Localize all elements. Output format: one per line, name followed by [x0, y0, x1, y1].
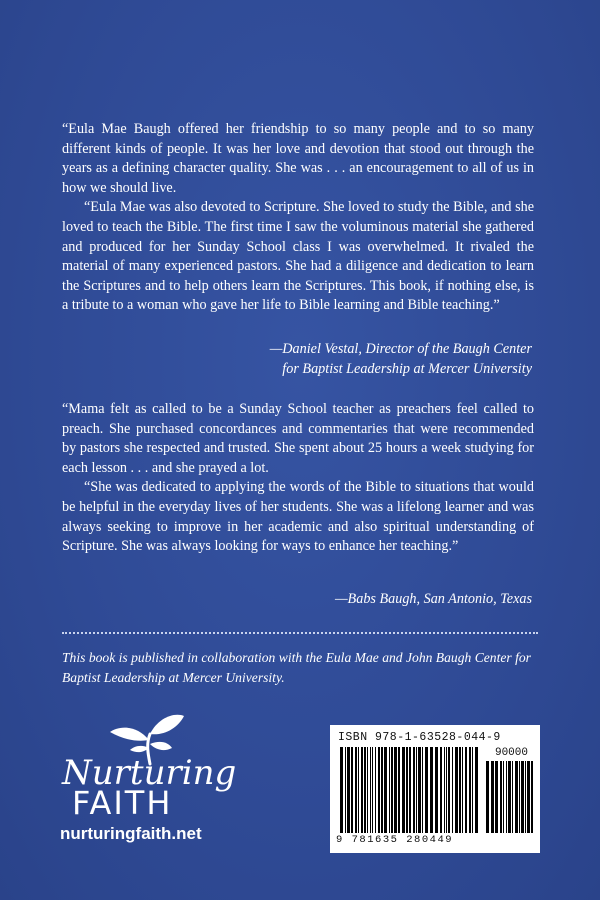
endorsement-attribution — [335, 590, 532, 610]
barcode-bar — [381, 747, 383, 833]
logo-word-nurturing: Nurturing — [62, 753, 237, 793]
publisher-url: nurturingfaith.net — [60, 824, 202, 843]
barcode-bar — [525, 761, 526, 833]
barcode-bar — [500, 761, 502, 833]
barcode-bar — [375, 747, 376, 833]
attribution-line: —Daniel Vestal, Director of the Baugh Center — [269, 341, 532, 357]
barcode-bar — [391, 747, 393, 833]
barcode-bar — [444, 747, 445, 833]
barcode-bar — [475, 747, 478, 833]
barcode-bar — [491, 761, 494, 833]
barcode-bar — [389, 747, 390, 833]
publication-note: This book is published in collaboration with the Eula Mae and John Baugh Center for Baptist Leadership at Mercer University. — [62, 650, 531, 685]
ean-first-digit: 9 — [336, 834, 344, 846]
barcode-bar — [425, 747, 428, 833]
barcode-bar — [465, 747, 467, 833]
barcode-bar — [462, 747, 463, 833]
barcode-bar — [515, 761, 518, 833]
barcode-bar — [370, 747, 371, 833]
barcode-bar — [367, 747, 368, 833]
barcode-bar — [508, 761, 511, 833]
endorsement-vestal — [62, 120, 534, 316]
attribution-line: for Baptist Leadership at Mercer University — [282, 360, 532, 377]
barcode-bar — [416, 747, 417, 833]
barcode-bar — [521, 761, 524, 833]
barcode-bar — [503, 761, 504, 833]
isbn-barcode — [330, 725, 540, 853]
endorsement-paragraph: “Eula Mae was also devoted to Scripture. She loved to study the Bible, and she loved to teach the Bible. The first time I saw the voluminous material she gathered and produced for her Sunday School class I was overwhelmed. It rivaled the material of many experienced pastors. She had a diligence and dedication to learn the Scriptures and to help others learn the Scriptures. This book, if nothing else, is a tribute to a woman who gave her life to Bible learning and Bible teaching.” — [62, 199, 534, 314]
addon-barcode-bars — [486, 761, 534, 833]
barcode-bar — [430, 747, 433, 833]
barcode-bar — [340, 747, 343, 833]
barcode-bar — [519, 761, 520, 833]
barcode-bar — [384, 747, 387, 833]
ean-digits — [336, 834, 534, 846]
barcode-bar — [378, 747, 380, 833]
barcode-bar — [446, 747, 447, 833]
endorsement-paragraph: “Eula Mae Baugh offered her friendship to so many people and to so many different kinds of people. It was her love and devotion that stood out through the years as a defining character quality. She was . . . an encouragement to all of us in how we should live. — [62, 121, 534, 196]
barcode-bar — [347, 747, 350, 833]
barcode-bar — [406, 747, 408, 833]
barcode-bar — [372, 747, 373, 833]
endorsement-paragraph: “Mama felt as called to be a Sunday School teacher as preachers feel called to preach. She purchased concordances and commentaries that were recommended by pastors she respected and trusted. She spent about 25 hours a week studying for each lesson . . . and she prayed a lot. — [62, 401, 534, 476]
publisher-logo — [58, 710, 258, 870]
barcode-bar — [402, 747, 405, 833]
price-code: 90000 — [494, 747, 528, 759]
barcode-bar — [435, 747, 438, 833]
barcode-bar — [358, 747, 359, 833]
barcode-bar — [527, 761, 530, 833]
barcode-bar — [361, 747, 363, 833]
isbn-label: ISBN 978-1-63528-044-9 — [338, 731, 501, 744]
barcode-bar — [351, 747, 353, 833]
barcode-bar — [398, 747, 400, 833]
barcode-bar — [486, 761, 489, 833]
barcode-bar — [394, 747, 397, 833]
barcode-bar — [455, 747, 458, 833]
barcode-bar — [345, 747, 346, 833]
sprout-icon — [58, 710, 258, 820]
ean-right-digits: 280449 — [406, 834, 454, 846]
barcode-bar — [422, 747, 423, 833]
barcode-bar — [512, 761, 513, 833]
barcode-bar — [418, 747, 421, 833]
barcode-bar — [452, 747, 453, 833]
barcode-bar — [355, 747, 357, 833]
barcode-bar — [413, 747, 415, 833]
barcode-bar — [472, 747, 473, 833]
dotted-divider — [62, 632, 538, 634]
barcode-bar — [440, 747, 442, 833]
ean-barcode-bars — [340, 747, 480, 833]
endorsement-paragraph: “She was dedicated to applying the words of the Bible to situations that would be helpful in the everyday lives of her students. She was a lifelong learner and was always seeking to improve in her academic and also spiritual understanding of Scripture. She was always looking for ways to enhance her teaching.” — [62, 479, 534, 555]
attribution-line: —Babs Baugh, San Antonio, Texas — [334, 591, 532, 607]
logo-word-faith: FAITH — [72, 784, 173, 820]
barcode-bar — [459, 747, 461, 833]
endorsement-attribution — [270, 340, 532, 379]
endorsement-baugh — [62, 400, 534, 557]
barcode-bar — [531, 761, 533, 833]
barcode-bar — [506, 761, 507, 833]
barcode-bar — [448, 747, 450, 833]
ean-left-digits: 781635 — [351, 834, 399, 846]
barcode-bar — [469, 747, 471, 833]
barcode-bar — [495, 761, 498, 833]
barcode-bar — [409, 747, 411, 833]
barcode-bar — [364, 747, 366, 833]
